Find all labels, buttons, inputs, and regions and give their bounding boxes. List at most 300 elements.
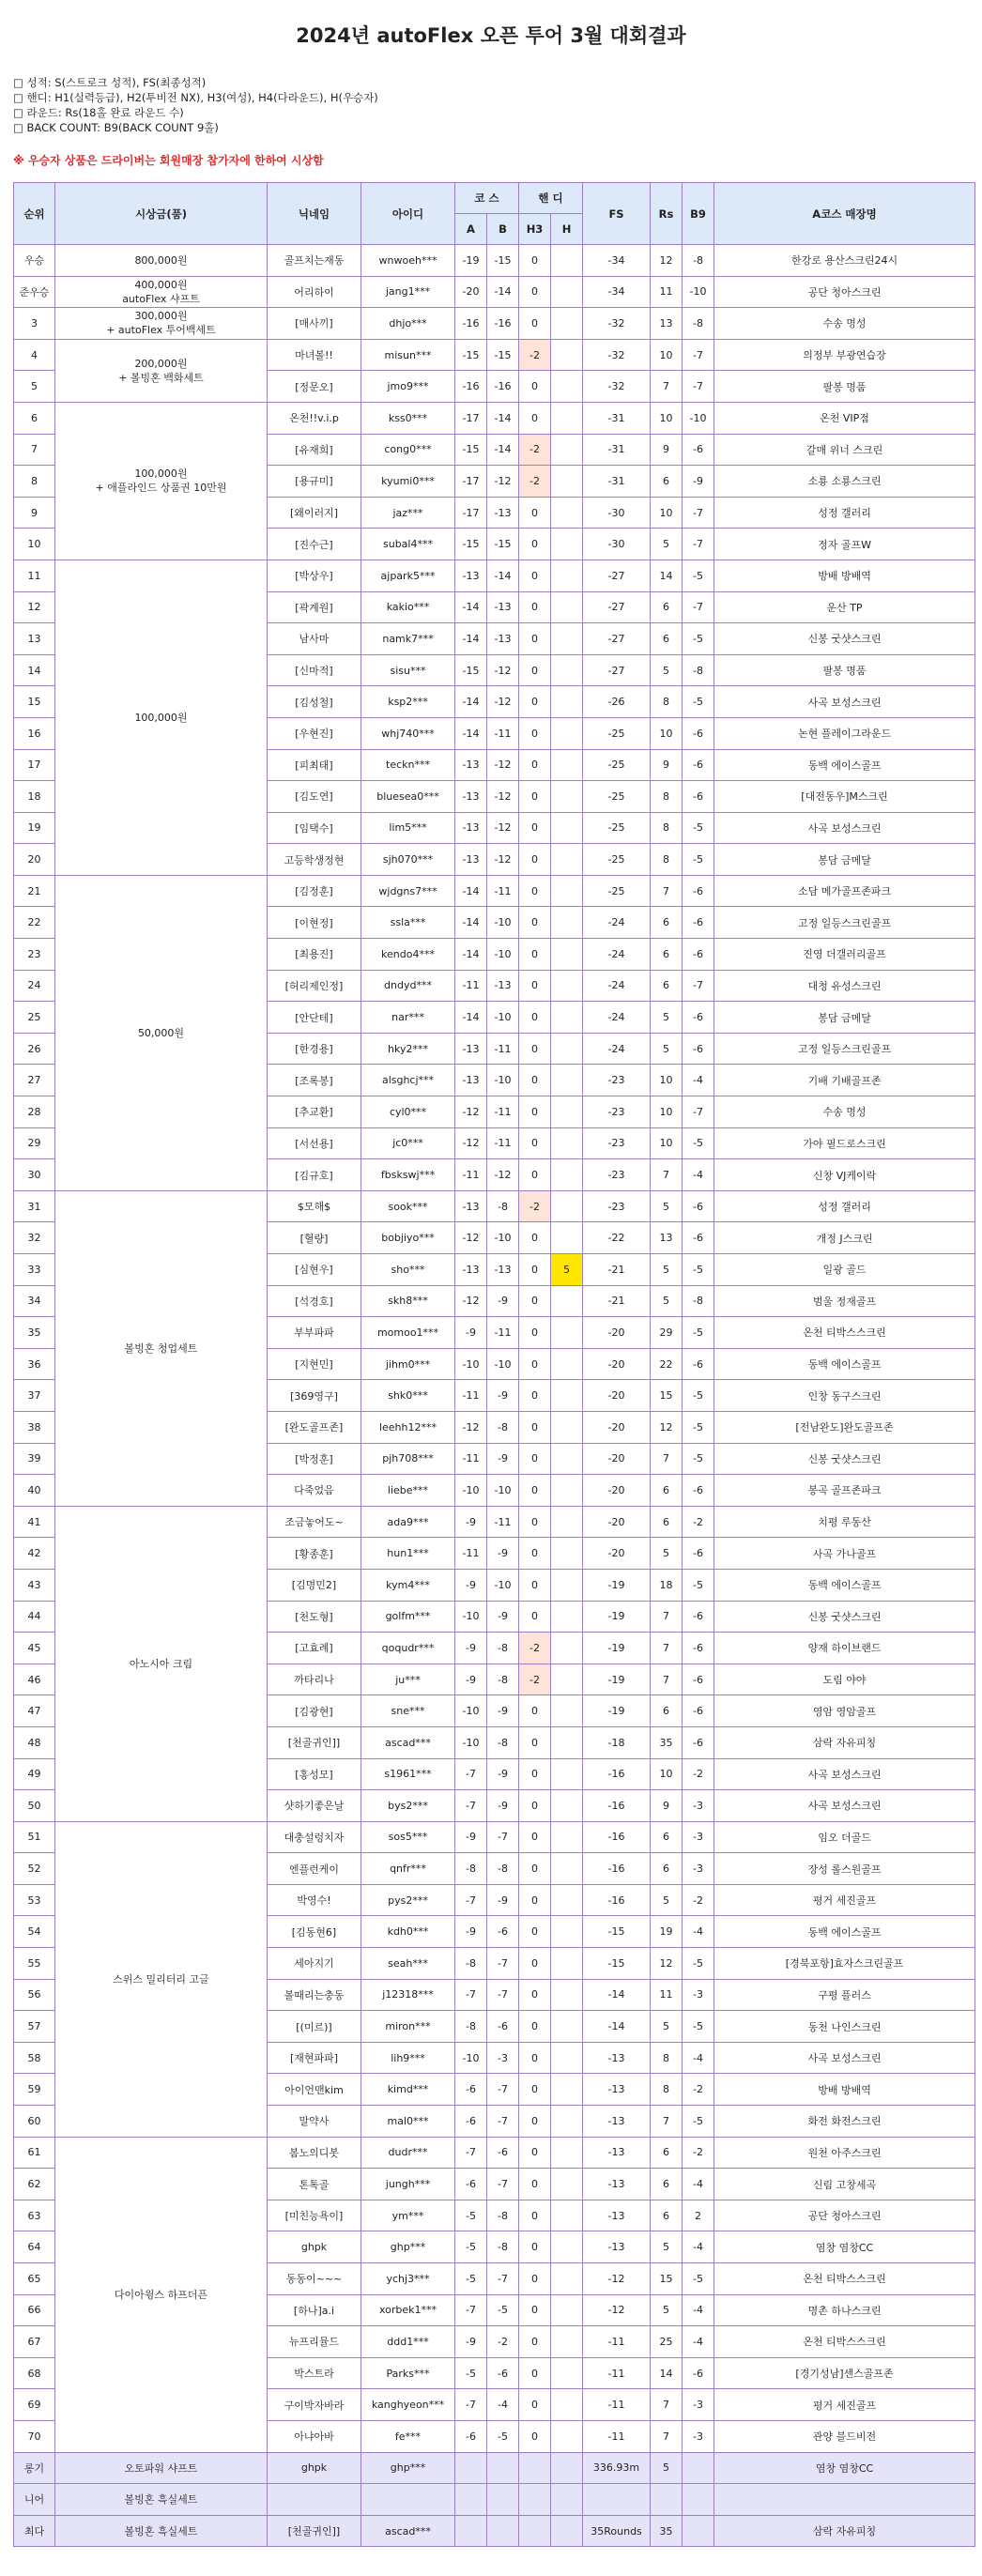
cell-score-b: -6: [487, 2357, 519, 2389]
cell-nickname: [매사끼]: [268, 308, 361, 340]
cell-store: 가야 필드로스크린: [714, 1127, 975, 1159]
cell-handi-h: [551, 1285, 583, 1317]
cell-id: fbskswj***: [361, 1159, 455, 1191]
cell-nickname: [심현우]: [268, 1254, 361, 1286]
cell-rank: 22: [14, 907, 55, 939]
cell-nickname: [박상우]: [268, 560, 361, 591]
cell-nickname: [김정훈]: [268, 875, 361, 907]
cell-score-a: -12: [455, 1222, 487, 1254]
cell-score-a: -14: [455, 717, 487, 749]
cell-fs: -16: [583, 1790, 651, 1822]
header-h3: H3: [519, 214, 551, 245]
cell-score-a: -7: [455, 2137, 487, 2169]
cell-id: jang1***: [361, 276, 455, 308]
cell-fs: -23: [583, 1096, 651, 1128]
cell-handi-h3: 0: [519, 591, 551, 623]
cell-store: 관양 블드비전: [714, 2420, 975, 2452]
cell-score-a: -13: [455, 1065, 487, 1096]
cell-rank: 37: [14, 1380, 55, 1412]
cell-b9: -4: [683, 1065, 714, 1096]
cell-rs: 35: [651, 1726, 683, 1758]
cell-fs: -19: [583, 1664, 651, 1695]
cell-handi-h3: 0: [519, 1380, 551, 1412]
header-a: A: [455, 214, 487, 245]
cell-b9: -3: [683, 1979, 714, 2011]
cell-handi-h3: 0: [519, 1790, 551, 1822]
cell-b9: -2: [683, 1884, 714, 1916]
cell-rank: 36: [14, 1348, 55, 1380]
cell-score-a: -13: [455, 812, 487, 844]
cell-rs: 6: [651, 1821, 683, 1853]
legend-line: □ BACK COUNT: B9(BACK COUNT 9홀): [13, 121, 219, 134]
cell-score-a: -9: [455, 1506, 487, 1538]
cell-handi-h3: 0: [519, 1601, 551, 1633]
cell-fs: -18: [583, 1726, 651, 1758]
cell-fs: -14: [583, 2011, 651, 2043]
cell-id: cong0***: [361, 434, 455, 466]
cell-nickname: [369영구]: [268, 1380, 361, 1412]
cell-score-b: [487, 2515, 519, 2547]
cell-score-a: [455, 2515, 487, 2547]
cell-store: 의정부 부광연습장: [714, 339, 975, 371]
cell-rank: 21: [14, 875, 55, 907]
cell-rs: 6: [651, 591, 683, 623]
cell-id: lih9***: [361, 2042, 455, 2074]
cell-b9: -6: [683, 1726, 714, 1758]
cell-rs: 6: [651, 1475, 683, 1507]
cell-id: nar***: [361, 1002, 455, 1034]
cell-rs: 6: [651, 1506, 683, 1538]
cell-score-a: -15: [455, 654, 487, 686]
cell-prize: 볼빙혼 흑실세트: [55, 2484, 268, 2516]
cell-rank: 46: [14, 1664, 55, 1695]
cell-handi-h: [551, 1475, 583, 1507]
cell-handi-h3: 0: [519, 1159, 551, 1191]
cell-b9: -5: [683, 1411, 714, 1443]
cell-handi-h3: 0: [519, 2106, 551, 2138]
cell-handi-h: [551, 1506, 583, 1538]
cell-b9: -6: [683, 907, 714, 939]
cell-handi-h3: 0: [519, 939, 551, 971]
cell-store: 진영 더갤러리골프: [714, 939, 975, 971]
cell-b9: -5: [683, 2106, 714, 2138]
cell-handi-h: [551, 466, 583, 498]
cell-handi-h: [551, 2074, 583, 2106]
cell-score-b: -9: [487, 1285, 519, 1317]
cell-rank: 60: [14, 2106, 55, 2138]
cell-handi-h3: 0: [519, 1569, 551, 1601]
cell-nickname: 다죽었음: [268, 1475, 361, 1507]
cell-handi-h: [551, 1884, 583, 1916]
cell-score-a: -14: [455, 939, 487, 971]
cell-handi-h: [551, 2452, 583, 2484]
cell-score-b: -13: [487, 970, 519, 1002]
cell-handi-h: [551, 1695, 583, 1727]
cell-b9: 2: [683, 2200, 714, 2231]
table-row: [14, 875, 975, 907]
cell-handi-h3: 0: [519, 1916, 551, 1948]
cell-fs: -25: [583, 749, 651, 781]
cell-id: mal0***: [361, 2106, 455, 2138]
cell-handi-h3: 0: [519, 2326, 551, 2358]
cell-handi-h3: 0: [519, 1285, 551, 1317]
cell-score-b: -9: [487, 1758, 519, 1790]
cell-nickname: 골프치는재동: [268, 245, 361, 277]
cell-rank: 48: [14, 1726, 55, 1758]
cell-fs: -15: [583, 1948, 651, 1980]
cell-store: 팔봉 명품: [714, 371, 975, 403]
cell-score-a: -9: [455, 1633, 487, 1664]
cell-score-b: -9: [487, 1695, 519, 1727]
cell-score-b: -12: [487, 749, 519, 781]
cell-store: 정자 골프W: [714, 529, 975, 560]
cell-rank: 20: [14, 844, 55, 876]
legend-line: □ 라운드: Rs(18홀 완료 라운드 수): [13, 106, 184, 119]
cell-score-a: -13: [455, 749, 487, 781]
cell-store: 구평 플러스: [714, 1979, 975, 2011]
cell-rank: 4: [14, 339, 55, 371]
cell-store: 방배 방배역: [714, 560, 975, 591]
cell-nickname: [재현파파]: [268, 2042, 361, 2074]
cell-b9: -5: [683, 560, 714, 591]
cell-score-a: -5: [455, 2263, 487, 2295]
cell-b9: -4: [683, 1916, 714, 1948]
cell-prize: 볼빙혼 청업세트: [55, 1190, 268, 1506]
cell-b9: -8: [683, 1285, 714, 1317]
cell-handi-h: [551, 1096, 583, 1128]
cell-handi-h3: 0: [519, 1695, 551, 1727]
cell-b9: -8: [683, 308, 714, 340]
cell-handi-h: [551, 1190, 583, 1222]
cell-rank: 롱기: [14, 2452, 55, 2484]
cell-id: dudr***: [361, 2137, 455, 2169]
cell-handi-h3: 0: [519, 2231, 551, 2263]
cell-nickname: ghpk: [268, 2452, 361, 2484]
cell-rank: 39: [14, 1443, 55, 1475]
cell-handi-h3: 0: [519, 1758, 551, 1790]
cell-nickname: [한경용]: [268, 1033, 361, 1065]
cell-handi-h3: 0: [519, 497, 551, 529]
cell-handi-h3: 0: [519, 2169, 551, 2200]
cell-nickname: 남사마: [268, 623, 361, 655]
cell-id: ghp***: [361, 2452, 455, 2484]
cell-id: j12318***: [361, 1979, 455, 2011]
cell-fs: -22: [583, 1222, 651, 1254]
cell-rs: 6: [651, 1695, 683, 1727]
cell-score-b: -9: [487, 1380, 519, 1412]
cell-nickname: [김규호]: [268, 1159, 361, 1191]
cell-fs: -20: [583, 1538, 651, 1570]
cell-score-a: [455, 2484, 487, 2516]
cell-fs: -13: [583, 2169, 651, 2200]
cell-id: ada9***: [361, 1506, 455, 1538]
cell-id: sook***: [361, 1190, 455, 1222]
header-b: B: [487, 214, 519, 245]
cell-b9: -4: [683, 2294, 714, 2326]
cell-nickname: [완도골프존]: [268, 1411, 361, 1443]
cell-b9: -3: [683, 1821, 714, 1853]
header-fs: FS: [583, 183, 651, 245]
cell-b9: -6: [683, 1664, 714, 1695]
cell-rank: 17: [14, 749, 55, 781]
cell-id: s1961***: [361, 1758, 455, 1790]
cell-rs: 11: [651, 276, 683, 308]
cell-score-a: -16: [455, 371, 487, 403]
cell-score-a: -10: [455, 1726, 487, 1758]
cell-fs: -26: [583, 686, 651, 718]
cell-handi-h: [551, 844, 583, 876]
cell-rs: 12: [651, 245, 683, 277]
cell-store: 평거 세진골프: [714, 2389, 975, 2421]
cell-fs: -25: [583, 812, 651, 844]
page-title: 2024년 autoFlex 오픈 투어 3월 대회결과: [296, 24, 686, 47]
cell-rs: 8: [651, 812, 683, 844]
cell-rs: 10: [651, 339, 683, 371]
cell-handi-h: [551, 529, 583, 560]
cell-score-a: -17: [455, 402, 487, 434]
cell-score-a: -5: [455, 2200, 487, 2231]
cell-handi-h3: 0: [519, 1222, 551, 1254]
cell-score-a: -10: [455, 1695, 487, 1727]
cell-handi-h: [551, 812, 583, 844]
cell-fs: -24: [583, 1033, 651, 1065]
cell-nickname: [박정훈]: [268, 1443, 361, 1475]
cell-b9: [683, 2452, 714, 2484]
cell-rs: 8: [651, 686, 683, 718]
cell-fs: 336.93m: [583, 2452, 651, 2484]
cell-store: 원천 아주스크린: [714, 2137, 975, 2169]
cell-score-b: -7: [487, 1948, 519, 1980]
cell-rank: 32: [14, 1222, 55, 1254]
header-id: 아이디: [361, 183, 455, 245]
cell-handi-h: [551, 1916, 583, 1948]
cell-score-b: -12: [487, 781, 519, 813]
cell-score-a: -12: [455, 1096, 487, 1128]
cell-prize: 다이아윙스 하프더픈: [55, 2137, 268, 2452]
cell-score-b: -15: [487, 245, 519, 277]
cell-store: 온천 티박스스크린: [714, 2326, 975, 2358]
cell-fs: -19: [583, 1569, 651, 1601]
cell-score-a: -6: [455, 2074, 487, 2106]
cell-fs: -16: [583, 1853, 651, 1885]
cell-score-b: -9: [487, 1538, 519, 1570]
cell-b9: -6: [683, 1222, 714, 1254]
cell-rs: 13: [651, 308, 683, 340]
cell-handi-h3: 0: [519, 2357, 551, 2389]
cell-fs: -16: [583, 1821, 651, 1853]
cell-rs: 8: [651, 781, 683, 813]
cell-handi-h: [551, 2515, 583, 2547]
cell-rank: 47: [14, 1695, 55, 1727]
cell-nickname: [지현민]: [268, 1348, 361, 1380]
cell-rank: 45: [14, 1633, 55, 1664]
cell-handi-h3: 0: [519, 402, 551, 434]
cell-nickname: 박영수!: [268, 1884, 361, 1916]
cell-id: miron***: [361, 2011, 455, 2043]
cell-handi-h3: 0: [519, 1317, 551, 1349]
cell-handi-h3: 0: [519, 1443, 551, 1475]
cell-rs: 6: [651, 623, 683, 655]
cell-fs: 35Rounds: [583, 2515, 651, 2547]
cell-handi-h: [551, 2484, 583, 2516]
table-row: [14, 276, 975, 308]
cell-handi-h: [551, 2011, 583, 2043]
cell-b9: -2: [683, 1758, 714, 1790]
cell-store: 삼락 자유피칭: [714, 1726, 975, 1758]
legend-line: □ 성적: S(스트로크 성적), FS(최종성적): [13, 76, 207, 89]
cell-id: cyl0***: [361, 1096, 455, 1128]
cell-rs: 6: [651, 2169, 683, 2200]
cell-score-b: -15: [487, 529, 519, 560]
cell-id: sne***: [361, 1695, 455, 1727]
cell-rank: 24: [14, 970, 55, 1002]
cell-id: liebe***: [361, 1475, 455, 1507]
cell-fs: -27: [583, 623, 651, 655]
cell-id: wjdgns7***: [361, 875, 455, 907]
award-row: [14, 2452, 975, 2484]
cell-handi-h3: 0: [519, 686, 551, 718]
cell-nickname: 동동이~~~: [268, 2263, 361, 2295]
cell-rank: 9: [14, 497, 55, 529]
cell-store: 치평 루동산: [714, 1506, 975, 1538]
cell-score-a: -9: [455, 2326, 487, 2358]
cell-store: 영암 영암골프: [714, 1695, 975, 1727]
cell-score-a: -10: [455, 1475, 487, 1507]
cell-id: bys2***: [361, 1790, 455, 1822]
cell-rank: 64: [14, 2231, 55, 2263]
cell-id: kendo4***: [361, 939, 455, 971]
cell-score-b: -11: [487, 717, 519, 749]
cell-rank: 61: [14, 2137, 55, 2169]
cell-nickname: [황종훈]: [268, 1538, 361, 1570]
cell-b9: -5: [683, 2263, 714, 2295]
cell-store: 사곡 보성스크린: [714, 2042, 975, 2074]
cell-store: 화전 화전스크린: [714, 2106, 975, 2138]
cell-handi-h: [551, 2200, 583, 2231]
cell-id: wnwoeh***: [361, 245, 455, 277]
cell-nickname: 샷하기좋은날: [268, 1790, 361, 1822]
cell-b9: -4: [683, 2326, 714, 2358]
cell-handi-h: [551, 781, 583, 813]
cell-fs: -20: [583, 1443, 651, 1475]
cell-nickname: [임택수]: [268, 812, 361, 844]
cell-fs: -25: [583, 875, 651, 907]
header-handicap: 핸 디: [519, 183, 583, 214]
cell-store: 동백 에이스골프: [714, 749, 975, 781]
cell-score-b: -9: [487, 1790, 519, 1822]
cell-fs: -15: [583, 1916, 651, 1948]
cell-score-b: -8: [487, 2231, 519, 2263]
cell-store: 온천 티박스스크린: [714, 1317, 975, 1349]
cell-score-b: -11: [487, 1317, 519, 1349]
cell-rank: 23: [14, 939, 55, 971]
cell-rank: 3: [14, 308, 55, 340]
cell-handi-h3: 0: [519, 308, 551, 340]
cell-handi-h: [551, 1317, 583, 1349]
cell-score-a: -10: [455, 1348, 487, 1380]
cell-handi-h: [551, 560, 583, 591]
cell-score-b: -6: [487, 2011, 519, 2043]
cell-rs: 18: [651, 1569, 683, 1601]
cell-store: 팔봉 명품: [714, 654, 975, 686]
cell-handi-h: [551, 1821, 583, 1853]
table-row: [14, 1821, 975, 1853]
cell-score-b: -12: [487, 654, 519, 686]
cell-rank: 29: [14, 1127, 55, 1159]
cell-b9: -7: [683, 497, 714, 529]
cell-store: 동천 나인스크린: [714, 2011, 975, 2043]
cell-rs: 5: [651, 1254, 683, 1286]
cell-nickname: 엔플런케이: [268, 1853, 361, 1885]
cell-store: 인창 동구스크린: [714, 1380, 975, 1412]
cell-rs: 12: [651, 1411, 683, 1443]
cell-fs: -16: [583, 1758, 651, 1790]
cell-id: kanghyeon***: [361, 2389, 455, 2421]
cell-id: ksp2***: [361, 686, 455, 718]
cell-store: 동백 에이스골프: [714, 1569, 975, 1601]
cell-nickname: [김성철]: [268, 686, 361, 718]
cell-id: ychj3***: [361, 2263, 455, 2295]
cell-score-a: -12: [455, 1411, 487, 1443]
cell-b9: -6: [683, 939, 714, 971]
cell-rs: 12: [651, 1948, 683, 1980]
cell-rs: 7: [651, 2106, 683, 2138]
cell-score-a: -5: [455, 2231, 487, 2263]
cell-store: 사곡 가나골프: [714, 1538, 975, 1570]
cell-rank: 5: [14, 371, 55, 403]
cell-prize: 200,000원 + 볼빙혼 백화세트: [55, 339, 268, 402]
cell-fs: -23: [583, 1065, 651, 1096]
cell-store: 신봉 굿샷스크린: [714, 1443, 975, 1475]
cell-id: pjh708***: [361, 1443, 455, 1475]
cell-rs: 14: [651, 2357, 683, 2389]
cell-score-b: -2: [487, 2326, 519, 2358]
cell-fs: -31: [583, 434, 651, 466]
cell-store: 신림 고창세곡: [714, 2169, 975, 2200]
cell-score-b: -8: [487, 2200, 519, 2231]
cell-handi-h3: 0: [519, 1979, 551, 2011]
cell-handi-h3: -2: [519, 1633, 551, 1664]
table-row: [14, 402, 975, 434]
cell-rs: 7: [651, 2420, 683, 2452]
cell-handi-h: [551, 2357, 583, 2389]
cell-fs: -32: [583, 339, 651, 371]
cell-id: [361, 2484, 455, 2516]
cell-b9: -6: [683, 717, 714, 749]
cell-rs: 10: [651, 717, 683, 749]
cell-score-a: -5: [455, 2357, 487, 2389]
cell-nickname: $모해$: [268, 1190, 361, 1222]
cell-score-a: -13: [455, 1254, 487, 1286]
cell-score-a: -8: [455, 2011, 487, 2043]
cell-fs: -20: [583, 1348, 651, 1380]
cell-rank: 준우승: [14, 276, 55, 308]
cell-b9: -5: [683, 1317, 714, 1349]
cell-nickname: [김동현6]: [268, 1916, 361, 1948]
cell-store: 명촌 하나스크린: [714, 2294, 975, 2326]
cell-b9: -5: [683, 1380, 714, 1412]
cell-store: 범울 정재골프: [714, 1285, 975, 1317]
cell-fs: -20: [583, 1411, 651, 1443]
cell-handi-h3: 0: [519, 907, 551, 939]
cell-rs: 8: [651, 2042, 683, 2074]
cell-handi-h: [551, 2106, 583, 2138]
cell-fs: -16: [583, 1884, 651, 1916]
cell-store: 사곡 보성스크린: [714, 812, 975, 844]
cell-score-a: -10: [455, 1601, 487, 1633]
cell-id: ym***: [361, 2200, 455, 2231]
cell-rs: 10: [651, 1758, 683, 1790]
